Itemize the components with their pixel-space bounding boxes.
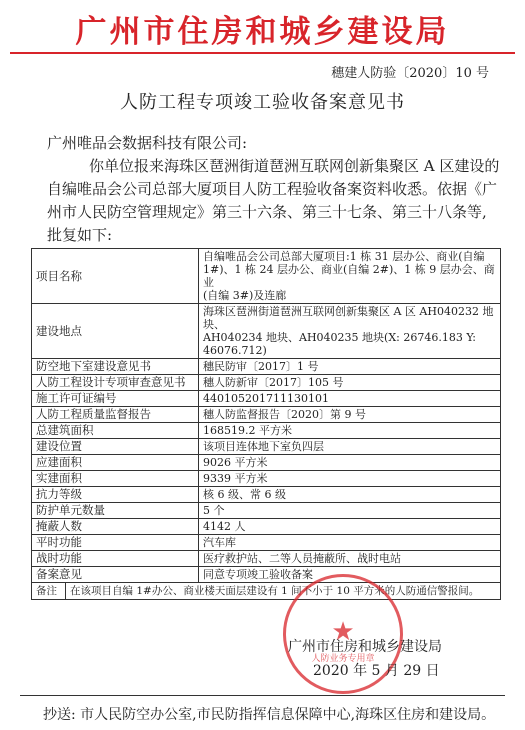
table-row: [32, 375, 501, 391]
row-label: 防空地下室建设意见书: [32, 359, 199, 375]
row-label: 施工许可证编号: [32, 391, 199, 407]
addressee: 广州唯品会数据科技有限公司:: [47, 134, 248, 152]
row-value: [199, 439, 501, 455]
row-value: [199, 391, 501, 407]
row-label: 人防工程设计专项审查意见书: [32, 375, 199, 391]
value-line: 5 个: [203, 504, 225, 517]
row-value: [199, 551, 501, 567]
row-label: 备案意见: [32, 567, 199, 583]
row-label: 防护单元数量: [32, 503, 199, 519]
note-row: [32, 583, 501, 600]
header-divider: [10, 52, 515, 54]
row-label: 实建面积: [32, 471, 199, 487]
row-label: 建设位置: [32, 439, 199, 455]
signer-name: 广州市住房和城乡建设局: [288, 639, 442, 655]
row-label: 人防工程质量监督报告: [32, 407, 199, 423]
value-line: 核 6 级、常 6 级: [203, 488, 286, 501]
table-row: [32, 567, 501, 583]
row-value: [199, 487, 501, 503]
row-label: 掩蔽人数: [32, 519, 199, 535]
note-label: 备注: [32, 583, 66, 599]
body-line: 州市人民防空管理规定》第三十六条、第三十七条、第三十八条等,: [47, 203, 487, 221]
table-row: [32, 304, 501, 359]
table-row: [32, 455, 501, 471]
table-row: [32, 439, 501, 455]
value-line: 穗民防审〔2017〕1 号: [203, 360, 319, 373]
value-line: 医疗救护站、二等人员掩蔽所、战时电站: [203, 552, 401, 565]
table-row: [32, 503, 501, 519]
value-line: 168519.2 平方米: [203, 424, 292, 437]
row-value: [199, 249, 501, 304]
value-line: 440105201711130101: [203, 392, 329, 405]
row-label: 项目名称: [32, 249, 199, 304]
row-label: 战时功能: [32, 551, 199, 567]
body-line: 批复如下:: [47, 226, 113, 244]
table-row: [32, 407, 501, 423]
row-value: [199, 423, 501, 439]
body-line: 你单位报来海珠区琶洲街道琶洲互联网创新集聚区 A 区建设的: [89, 157, 500, 175]
row-value: [199, 455, 501, 471]
body-paragraph: [47, 155, 500, 247]
value-line: 穗人防监督报告〔2020〕第 9 号: [203, 408, 366, 421]
note-text: 在该项目自编 1#办公、商业楼天面层建设有 1 间不小于 10 平方米的人防通信警报间。: [70, 585, 480, 597]
value-line: 9339 平方米: [203, 472, 268, 485]
row-value: [199, 519, 501, 535]
body-line: 自编唯品会公司总部大厦项目人防工程验收备案资料收悉。依据《广: [47, 180, 498, 198]
row-label: 应建面积: [32, 455, 199, 471]
table-row: [32, 535, 501, 551]
row-value: [199, 503, 501, 519]
table-row: [32, 551, 501, 567]
value-line: 1#)、1 栋 24 层办公、商业(自编 2#)、1 栋 9 层办会、商业: [203, 263, 495, 289]
footer-divider: [20, 695, 505, 696]
document-number: 穗建人防验〔2020〕10 号: [331, 66, 489, 81]
table-row: [32, 359, 501, 375]
seal-star-icon: ★: [331, 617, 355, 647]
row-value: [199, 535, 501, 551]
seal-text: 人防业务专用章: [311, 654, 375, 664]
value-line: 该项目连体地下室负四层: [203, 440, 324, 453]
value-line: AH040234 地块、AH040235 地块(X: 26746.183 Y: 46076.712): [203, 331, 476, 357]
value-line: 同意专项竣工验收备案: [203, 568, 313, 581]
table-row: [32, 471, 501, 487]
row-label: 建设地点: [32, 304, 199, 359]
table-row: [32, 391, 501, 407]
value-line: 汽车库: [203, 536, 236, 549]
row-value: [199, 407, 501, 423]
row-value: [199, 304, 501, 359]
table-row: [32, 487, 501, 503]
value-line: 穗人防新审〔2017〕105 号: [203, 376, 344, 389]
row-label: 总建筑面积: [32, 423, 199, 439]
table-row: [32, 249, 501, 304]
value-line: 4142 人: [203, 520, 246, 533]
row-label: 抗力等级: [32, 487, 199, 503]
row-value: [199, 359, 501, 375]
project-info-table: [31, 248, 501, 600]
value-line: 9026 平方米: [203, 456, 268, 469]
table-row: [32, 423, 501, 439]
cc-line: 抄送: 市人民防空办公室,市民防指挥信息保障中心,海珠区住房和建设局。: [43, 707, 496, 723]
value-line: 自编唯品会公司总部大厦项目:1 栋 31 层办公、商业(自编: [203, 250, 485, 263]
signature-date: 2020 年 5 月 29 日: [313, 663, 440, 679]
note-cell: [32, 583, 501, 600]
row-label: 平时功能: [32, 535, 199, 551]
document-title: 人防工程专项竣工验收备案意见书: [120, 92, 405, 113]
table-row: [32, 519, 501, 535]
value-line: (自编 3#)及连廊: [203, 289, 287, 302]
row-value: [199, 375, 501, 391]
issuer-header: 广州市住房和城乡建设局: [75, 14, 450, 50]
row-value: [199, 471, 501, 487]
value-line: 海珠区琶洲街道琶洲互联网创新集聚区 A 区 AH040232 地块、: [203, 305, 494, 331]
